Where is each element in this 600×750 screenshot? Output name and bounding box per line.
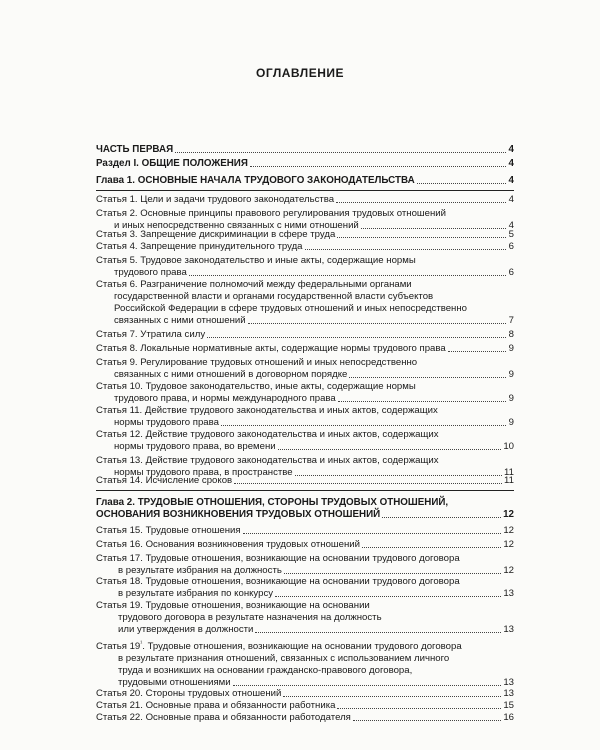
toc-page-number: 4	[508, 144, 514, 155]
toc-page-number: 10	[503, 441, 514, 452]
toc-page-number: 7	[508, 315, 514, 326]
dot-leader	[336, 202, 506, 203]
toc-entry[interactable]	[96, 497, 514, 521]
toc-entry-text: Глава 1. ОСНОВНЫЕ НАЧАЛА ТРУДОВОГО ЗАКОНОДАТЕЛЬСТВА	[96, 175, 415, 186]
toc-entry-text: труда и возникших на основании гражданско-правового договора,	[118, 665, 413, 676]
toc-entry[interactable]	[96, 329, 514, 341]
dot-leader	[234, 483, 502, 484]
toc-page-number: 9	[508, 417, 514, 428]
toc-entry-text: связанных с ними отношений	[114, 315, 246, 326]
toc-entry[interactable]	[96, 641, 514, 689]
toc-entry-text: в результате избрания на должность	[118, 565, 282, 576]
toc-entry-text: Статья 21. Основные права и обязанности работника	[96, 700, 336, 711]
toc-entry[interactable]	[96, 175, 514, 187]
dot-leader	[221, 425, 506, 426]
toc-entry-text: ОСНОВАНИЯ ВОЗНИКНОВЕНИЯ ТРУДОВЫХ ОТНОШЕНИЙ	[96, 509, 381, 520]
toc-page-number: 6	[508, 267, 514, 278]
toc-entry-text: Статья 17. Трудовые отношения, возникающие на основании трудового договора	[96, 553, 460, 564]
toc-entry-text: Статья 20. Стороны трудовых отношений	[96, 688, 282, 699]
dot-leader	[382, 517, 501, 518]
toc-entry-text: или утверждения в должности	[118, 624, 254, 635]
toc-page-number: 13	[503, 624, 514, 635]
toc-entry-text: государственной власти и органами государственной власти субъектов	[114, 291, 434, 302]
toc-entry-text: Статья 16. Основания возникновения трудовых отношений	[96, 539, 360, 550]
toc-entry[interactable]	[96, 688, 514, 700]
toc-entry-text: Статья 11. Действие трудового законодательства и иных актов, содержащих	[96, 405, 438, 416]
toc-entry[interactable]	[96, 405, 514, 429]
toc-page-number: 9	[508, 343, 514, 354]
toc-entry-text: трудовыми отношениями	[118, 677, 231, 688]
toc-entry-text: Глава 2. ТРУДОВЫЕ ОТНОШЕНИЯ, СТОРОНЫ ТРУДОВЫХ ОТНОШЕНИЙ,	[96, 497, 449, 508]
toc-entry-text: Статья 7. Утратила силу	[96, 329, 206, 340]
toc-page-number: 4	[508, 220, 514, 231]
toc-entry[interactable]	[96, 475, 514, 487]
toc-entry-text: трудового права	[114, 267, 187, 278]
toc-entry[interactable]	[96, 525, 514, 537]
toc-entry[interactable]	[96, 229, 514, 241]
dot-leader	[278, 449, 502, 450]
section-divider	[96, 490, 514, 491]
toc-entry-text: Статья 18. Трудовые отношения, возникающие на основании трудового договора	[96, 576, 460, 587]
toc-page-number: 6	[508, 241, 514, 252]
dot-leader	[233, 685, 502, 686]
toc-page-number: 8	[508, 329, 514, 340]
dot-leader	[417, 183, 506, 184]
toc-entry[interactable]	[96, 553, 514, 577]
toc-entry[interactable]	[96, 241, 514, 253]
toc-entry[interactable]	[96, 700, 514, 712]
toc-page-number: 12	[503, 525, 514, 536]
toc-entry-text: Статья $19^{^1}$. Трудовые отношения, возникающие на основании трудового договора	[96, 640, 462, 652]
toc-entry-text: Статья 9. Регулирование трудовых отношений и иных непосредственно	[96, 357, 418, 368]
dot-leader	[243, 533, 502, 534]
toc-entry[interactable]	[96, 343, 514, 355]
toc-page-number: 11	[504, 467, 514, 478]
toc-entry-text: нормы трудового права, в пространстве	[114, 467, 293, 478]
dot-leader	[175, 152, 506, 153]
dot-leader	[283, 696, 501, 697]
toc-entry-text: Статья 8. Локальные нормативные акты, содержащие нормы трудового права	[96, 343, 446, 354]
toc-entry-text: Статья 4. Запрещение принудительного труда	[96, 241, 303, 252]
toc-entry[interactable]	[96, 255, 514, 279]
toc-entry-text: трудового договора в результате назначения на должность	[118, 612, 382, 623]
dot-leader	[248, 323, 506, 324]
toc-page-number: 15	[503, 700, 514, 711]
toc-page-number: 4	[508, 175, 514, 186]
toc-entry-text: в результате избрания по конкурсу	[118, 588, 274, 599]
toc-entry-text: Статья 19. Трудовые отношения, возникающие на основании	[96, 600, 370, 611]
dot-leader	[338, 401, 506, 402]
toc-entry-text: Российской Федерации в сфере трудовых отношений и иных непосредственно	[114, 303, 467, 314]
dot-leader	[250, 166, 506, 167]
toc-entry-text: Статья 1. Цели и задачи трудового законодательства	[96, 194, 335, 205]
toc-entry[interactable]	[96, 357, 514, 381]
toc-entry-text: связанных с ними отношений в договорном порядке	[114, 369, 348, 380]
dot-leader	[305, 249, 506, 250]
toc-entry[interactable]	[96, 144, 514, 156]
toc-entry-text: Статья 3. Запрещение дискриминации в сфере труда	[96, 229, 336, 240]
dot-leader	[448, 351, 506, 352]
toc-page-number: 12	[503, 509, 514, 520]
dot-leader	[353, 720, 501, 721]
page-title: ОГЛАВЛЕНИЕ	[255, 66, 344, 80]
toc-page-number: 9	[508, 369, 514, 380]
toc-entry-text: Статья 6. Разграничение полномочий между федеральными органами	[96, 279, 412, 290]
toc-entry[interactable]	[96, 158, 514, 170]
toc-entry-text: Статья 10. Трудовое законодательство, иные акты, содержащие нормы	[96, 381, 416, 392]
toc-entry-text: Статья 5. Трудовое законодательство и иные акты, содержащие нормы	[96, 255, 416, 266]
toc-page-number: 9	[508, 393, 514, 404]
toc-entry[interactable]	[96, 576, 514, 600]
toc-entry-text: трудового права, и нормы международного права	[114, 393, 336, 404]
dot-leader	[275, 596, 501, 597]
toc-entry-text: Раздел I. ОБЩИЕ ПОЛОЖЕНИЯ	[96, 158, 248, 169]
toc-page-number: 13	[503, 677, 514, 688]
toc-entry-text: нормы трудового права	[114, 417, 219, 428]
toc-entry-text: ЧАСТЬ ПЕРВАЯ	[96, 144, 174, 155]
toc-entry-text: Статья 2. Основные принципы правового регулирования трудовых отношений	[96, 208, 446, 219]
dot-leader	[284, 573, 501, 574]
toc-entry-text: Статья 14. Исчисление сроков	[96, 475, 233, 486]
toc-entry-text: Статья 12. Действие трудового законодательства и иных актов, содержащих	[96, 429, 439, 440]
toc-entry-text: в результате признания отношений, связанных с использованием личного	[118, 653, 450, 664]
dot-leader	[337, 708, 501, 709]
dot-leader	[255, 632, 501, 633]
toc-page-number: 12	[503, 539, 514, 550]
toc-entry[interactable]	[96, 279, 514, 327]
toc-page-number: 4	[508, 194, 514, 205]
toc-page-number: 16	[503, 712, 514, 723]
dot-leader	[349, 377, 506, 378]
toc-entry-text: Статья 15. Трудовые отношения	[96, 525, 241, 536]
toc-entry[interactable]	[96, 539, 514, 551]
toc-entry-text: Статья 22. Основные права и обязанности работодателя	[96, 712, 351, 723]
dot-leader	[189, 275, 506, 276]
dot-leader	[207, 337, 506, 338]
toc-entry-text: и иных непосредственно связанных с ними отношений	[114, 220, 359, 231]
toc-entry[interactable]	[96, 194, 514, 206]
toc-page-number: 12	[503, 565, 514, 576]
toc-page-number: 5	[508, 229, 514, 240]
toc-page-number: 11	[504, 475, 514, 486]
dot-leader	[337, 237, 506, 238]
toc-page-number: 4	[508, 158, 514, 169]
toc-entry[interactable]	[96, 381, 514, 405]
toc-entry-text: Статья 13. Действие трудового законодательства и иных актов, содержащих	[96, 455, 439, 466]
toc-page-number: 13	[503, 588, 514, 599]
dot-leader	[362, 547, 501, 548]
toc-entry[interactable]	[96, 600, 514, 636]
section-divider	[96, 190, 514, 191]
toc-entry-text: нормы трудового права, во времени	[114, 441, 276, 452]
toc-page-number: 13	[503, 688, 514, 699]
toc-entry[interactable]	[96, 712, 514, 724]
toc-entry[interactable]	[96, 429, 514, 453]
